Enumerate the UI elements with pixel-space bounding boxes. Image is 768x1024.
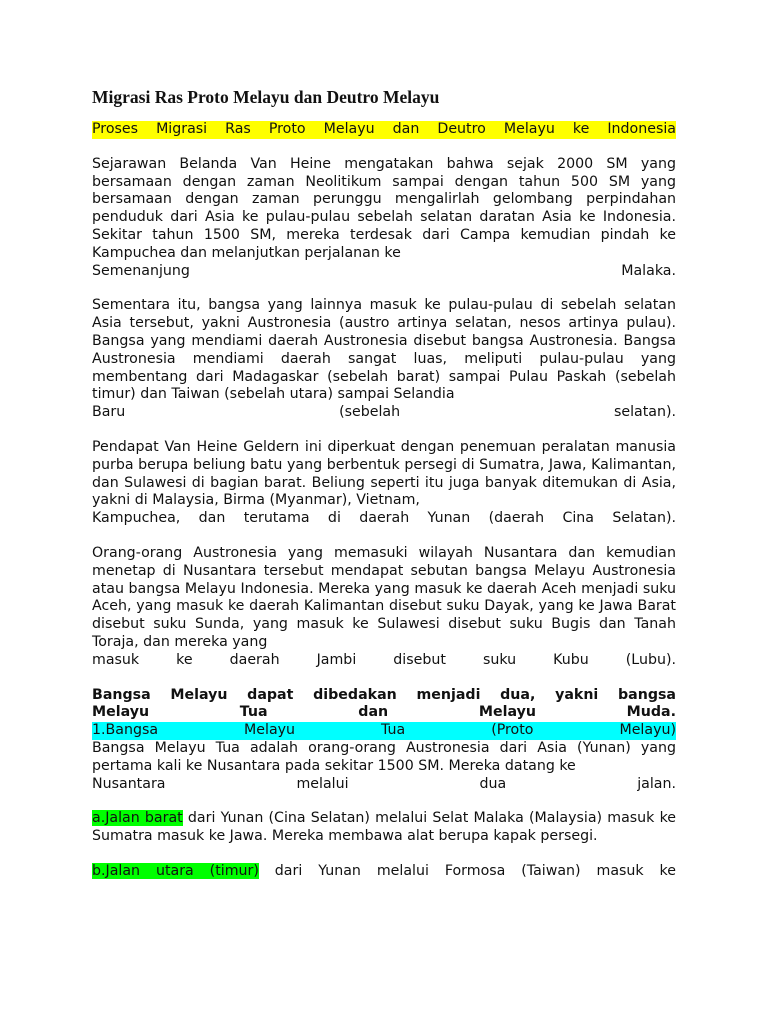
paragraph-nusantara — [92, 545, 676, 670]
paragraph-route-b — [92, 863, 676, 881]
paragraph-body: Orang-orang Austronesia yang memasuki wilayah Nusantara dan kemudian menetap di Nusantara tersebut mendapat sebutan bangsa Melayu Austronesia atau bangsa Melayu Indonesia. Mereka yang masuk ke daerah Aceh menjadi suku Aceh, yang masuk ke daerah Kalimantan disebut suku Dayak, yang ke Jawa Barat disebut suku Sunda, yang masuk ke Sulawesi disebut suku Bugis dan Tanah Toraja, dan mereka yang — [92, 544, 676, 650]
paragraph-body: Bangsa Melayu Tua adalah orang-orang Austronesia dari Asia (Yunan) yang pertama kali ke Nusantara pada sekitar 1500 SM. Mereka datang ke — [92, 739, 676, 774]
bold-statement-line-1: Bangsa Melayu dapat dibedakan menjadi dua, yakni bangsa — [92, 686, 676, 703]
paragraph-melayu-tua — [92, 740, 676, 793]
route-b-text: dari Yunan melalui Formosa (Taiwan) masuk ke — [258, 862, 676, 879]
paragraph-van-heine — [92, 156, 676, 281]
section-heading-proto-melayu: 1.Bangsa Melayu Tua (Proto Melayu) — [92, 722, 676, 739]
paragraph-body: Sejarawan Belanda Van Heine mengatakan bahwa sejak 2000 SM yang bersamaan dengan zaman Neolitikum sampai dengan tahun 500 SM yang bersamaan dengan zaman perunggu mengalirlah gelombang perpindahan penduduk dari Asia ke pulau-pulau sebelah selatan daratan Asia ke Indonesia. Sekitar tahun 1500 SM, mereka terdesak dari Campa kemudian pindah ke Kampuchea dan melanjutkan perjalanan ke — [92, 155, 676, 261]
paragraph-last-line: Semenanjung Malaka. — [92, 262, 676, 279]
subtitle-highlighted: Proses Migrasi Ras Proto Melayu dan Deutro Melayu ke Indonesia — [92, 121, 676, 137]
paragraph-last-line: masuk ke daerah Jambi disebut suku Kubu (Lubu). — [92, 651, 676, 668]
route-a-text: dari Yunan (Cina Selatan) melalui Selat Malaka (Malaysia) masuk ke Sumatra masuk ke Jawa. Mereka membawa alat berupa kapak persegi. — [92, 810, 677, 845]
route-b-label: b.Jalan utara (timur) — [92, 862, 259, 879]
paragraph-body: Sementara itu, bangsa yang lainnya masuk ke pulau-pulau di sebelah selatan Asia tersebut, yakni Austronesia (austro artinya selatan, nesos artinya pulau). Bangsa yang mendiami daerah Austronesia disebut bangsa Austronesia. Bangsa Austronesia mendiami daerah sangat luas, meliputi pulau-pulau yang membentang dari Madagaskar (sebelah barat) sampai Pulau Paskah (sebelah timur) dan Taiwan (sebelah utara) sampai Selandia — [92, 297, 676, 403]
paragraph-last-line: Kampuchea, dan terutama di daerah Yunan (daerah Cina Selatan). — [92, 510, 676, 527]
paragraph-body: Pendapat Van Heine Geldern ini diperkuat dengan penemuan peralatan manusia purba berupa beliung batu yang berbentuk persegi di Sumatra, Jawa, Kalimantan, dan Sulawesi di bagian barat. Beliung seperti itu juga banyak ditemukan di Asia, yakni di Malaysia, Birma (Myanmar), Vietnam, — [92, 438, 676, 509]
paragraph-austronesia — [92, 297, 676, 422]
paragraph-last-line: Baru (sebelah selatan). — [92, 404, 676, 421]
route-a-label: a.Jalan barat — [92, 810, 183, 827]
paragraph-last-line: Nusantara melalui dua jalan. — [92, 775, 676, 792]
paragraph-route-a — [92, 810, 676, 846]
bold-statement-line-2: Melayu Tua dan Melayu Muda. — [92, 704, 676, 721]
document-title: Migrasi Ras Proto Melayu dan Deutro Melayu — [92, 87, 440, 107]
bold-statement — [92, 687, 676, 723]
paragraph-geldern — [92, 439, 676, 528]
